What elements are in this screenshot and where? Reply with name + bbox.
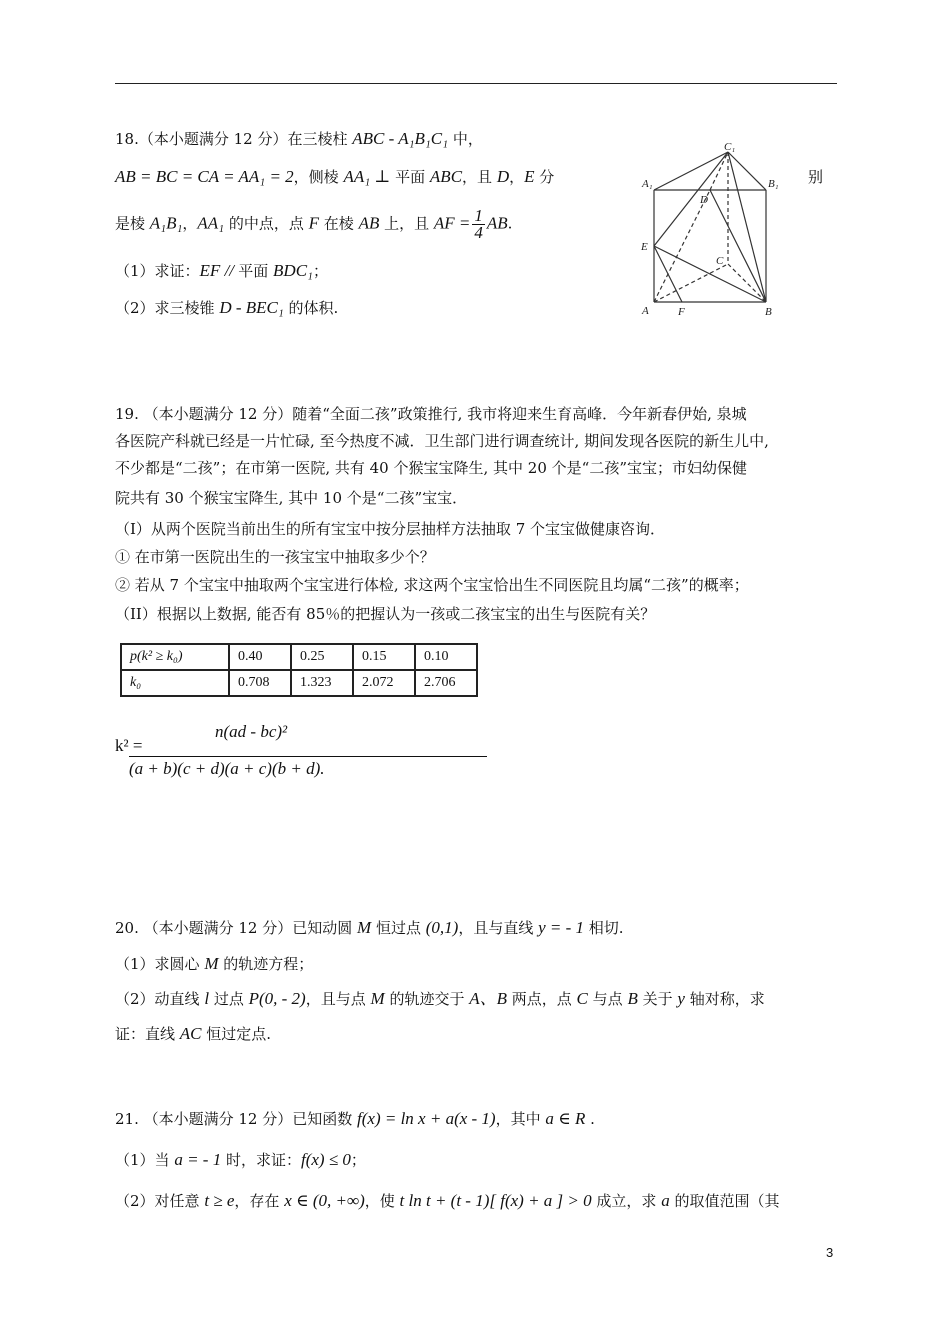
q20-text: 恒过点 <box>371 919 426 937</box>
q18-text: 上，且 <box>379 214 434 233</box>
segment-c1-b <box>728 152 766 302</box>
q20-text: （2）动直线 <box>115 990 205 1008</box>
q20-text: 关于 <box>637 990 678 1008</box>
q18-math: ABC - A₁B₁C₁ <box>352 129 449 148</box>
q20-math: y <box>677 989 685 1008</box>
label-c: C <box>716 255 724 267</box>
fraction-denominator: 4 <box>474 223 483 242</box>
q18-text: 中， <box>448 130 483 148</box>
formula-denominator <box>129 759 325 779</box>
q18-math: F <box>308 213 320 233</box>
label-a1: A₁ <box>642 178 653 190</box>
q21-text: （2）对任意 <box>115 1192 205 1210</box>
segment-a-d-hidden <box>654 190 710 302</box>
q20-text: 轴对称，求 <box>684 990 765 1008</box>
q20-math: A、B <box>469 989 507 1008</box>
label-b1: B₁ <box>768 178 779 190</box>
q21-math: t ≥ e <box>204 1191 235 1210</box>
table-head-k0: k₀ <box>121 670 229 696</box>
q18-math: E <box>524 167 535 186</box>
table-cell: 0.25 <box>291 644 353 670</box>
q20-text: 相切. <box>584 919 624 937</box>
q21-math: t ln t + (t - 1)[ f(x) + a ] > 0 <box>399 1191 592 1210</box>
q18-text: . <box>507 214 513 233</box>
q19-line-2: 各医院产科就已经是一片忙碌, 至今热度不减．卫生部门进行调查统计, 期间发现各医院的新生儿中, <box>115 432 769 450</box>
segment-d-b <box>710 190 766 302</box>
q18-text: 平面 <box>238 262 274 280</box>
q19-line-1: 19. （本小题满分 12 分）随着“全面二孩”政策推行, 我市将迎来生育高峰．今年新春伊始, 泉城 <box>115 405 747 423</box>
q18-math: EF // <box>199 261 239 280</box>
table-head-p: p(k² ≥ k₀) <box>121 644 229 670</box>
q20-part-2 <box>115 988 765 1010</box>
q18-math: AF = <box>433 213 471 233</box>
segment-e-c1 <box>654 152 728 246</box>
table-row <box>121 670 477 696</box>
q21-text: 21. （本小题满分 12 分）已知函数 <box>115 1110 358 1128</box>
q18-math: AA₁ ⊥ <box>343 167 391 186</box>
q18-math: AB = BC = CA = AA₁ = 2 <box>115 167 294 186</box>
q21-text: ； <box>350 1151 366 1169</box>
q18-text: ； <box>312 262 328 280</box>
q19-part-1: （I）从两个医院当前出生的所有宝宝中按分层抽样方法抽取 7 个宝宝做健康咨询． <box>115 520 666 538</box>
q20-math: AC <box>179 1024 202 1043</box>
q20-part-2-cont <box>115 1023 271 1045</box>
q21-math: a = - 1 <box>174 1150 222 1169</box>
q18-text: （1）求证： <box>115 262 200 280</box>
table-cell: 0.40 <box>229 644 291 670</box>
formula-lhs: k² = <box>115 736 143 755</box>
q18-math: D - BEC₁ <box>219 298 284 317</box>
q18-math: AA₁ <box>197 213 225 233</box>
q18-line-2 <box>115 166 554 188</box>
edge-c1-b1 <box>728 152 766 190</box>
segment-e-b <box>654 246 766 302</box>
q18-text: ，且 <box>462 168 497 186</box>
label-c1: C₁ <box>724 141 736 153</box>
q21-math: a <box>661 1191 670 1210</box>
header-rule <box>115 83 837 84</box>
q18-part-2 <box>115 297 338 319</box>
label-a: A <box>642 305 649 317</box>
q18-text: ， <box>509 168 525 186</box>
q18-part-1 <box>115 260 328 282</box>
edge-a-c-hidden <box>654 264 728 302</box>
q19-part-2: （II）根据以上数据, 能否有 85％的把握认为一孩或二孩宝宝的出生与医院有关？ <box>115 605 656 623</box>
q21-text: （1）当 <box>115 1151 175 1169</box>
q20-math: M <box>370 989 385 1008</box>
q20-math: l <box>204 989 210 1008</box>
fraction-bar <box>129 756 487 757</box>
q20-text: 过点 <box>209 990 249 1008</box>
fraction-one-quarter <box>472 208 485 241</box>
label-d: D <box>700 194 708 206</box>
q18-text: 是棱 <box>115 214 150 233</box>
q21-text: . <box>585 1110 595 1128</box>
table-cell: 0.708 <box>229 670 291 696</box>
q18-text: ， <box>182 214 198 233</box>
q18-text: 的中点，点 <box>224 214 309 233</box>
q20-line-1 <box>115 917 624 939</box>
q21-text: ，存在 <box>234 1192 285 1210</box>
q19-line-3: 不少都是“二孩”；在市第一医院, 共有 40 个猴宝宝降生, 其中 20 个是“二孩”宝宝；市妇幼保健 <box>115 459 747 477</box>
q21-math: f(x) ≤ 0 <box>300 1150 351 1169</box>
q21-text: 的取值范围（其 <box>669 1192 780 1210</box>
formula-denominator-text: (a + b)(c + d)(a + c)(b + d) <box>129 759 321 778</box>
q21-math: x ∈ (0, +∞) <box>284 1191 365 1210</box>
q18-math: A₁B₁ <box>149 213 183 233</box>
q20-math: (0,1) <box>425 918 459 937</box>
q18-math: AB <box>486 213 508 233</box>
q18-text: 分 <box>534 168 555 186</box>
table-row <box>121 644 477 670</box>
q20-math: M <box>204 954 219 973</box>
q21-line-1 <box>115 1108 595 1130</box>
q20-part-1 <box>115 953 313 975</box>
q20-text: （1）求圆心 <box>115 955 205 973</box>
q21-part-1 <box>115 1149 366 1171</box>
q18-math: AB <box>358 213 380 233</box>
table-cell: 2.072 <box>353 670 415 696</box>
q21-part-2 <box>115 1190 779 1212</box>
label-b: B <box>765 306 772 318</box>
q20-math: y = - 1 <box>538 918 585 937</box>
q18-text: 在棱 <box>319 214 359 233</box>
q20-math: C <box>576 989 588 1008</box>
q20-text: 的轨迹方程； <box>218 955 314 973</box>
q20-math: M <box>357 918 372 937</box>
fraction-numerator: 1 <box>474 206 483 225</box>
q18-line-3 <box>115 208 512 241</box>
q20-text: ，且与直线 <box>458 919 539 937</box>
table-cell: 1.323 <box>291 670 353 696</box>
q20-math: B <box>627 989 638 1008</box>
q20-text: 的轨迹交于 <box>384 990 470 1008</box>
q18-math: D <box>496 167 510 186</box>
formula-numerator: n(ad - bc)² <box>215 722 288 741</box>
formula-end: . <box>320 759 325 778</box>
q18-line-1 <box>115 128 483 150</box>
q20-text: ，且与点 <box>305 990 371 1008</box>
edge-a1-c1 <box>654 152 728 190</box>
q20-text: 两点，点 <box>507 990 577 1008</box>
q21-text: ，使 <box>364 1192 400 1210</box>
q20-text: 恒过定点. <box>201 1025 272 1043</box>
q20-text: 证：直线 <box>115 1025 180 1043</box>
edge-c-b-hidden <box>728 264 766 302</box>
critical-value-table <box>120 643 478 697</box>
q18-text: 的体积. <box>283 299 339 317</box>
q18-line-2-tail: 别 <box>808 168 824 186</box>
q20-text: 20. （本小题满分 12 分）已知动圆 <box>115 919 358 937</box>
table-cell: 0.10 <box>415 644 477 670</box>
q21-text: 时，求证： <box>221 1151 301 1169</box>
q18-text: 18.（本小题满分 12 分）在三棱柱 <box>115 130 353 148</box>
page-number: 3 <box>826 1245 834 1260</box>
q19-part-1b: ② 若从 7 个宝宝中抽取两个宝宝进行体检, 求这两个宝宝恰出生不同医院且均属“二孩”的概率； <box>115 576 749 594</box>
q18-text: 平面 <box>390 168 430 186</box>
q18-text: ，侧棱 <box>293 168 344 186</box>
label-f: F <box>678 306 685 318</box>
q20-math: P(0, - 2) <box>248 989 306 1008</box>
q21-math: f(x) = ln x + a(x - 1) <box>357 1109 496 1128</box>
q18-math: BDC₁ <box>273 261 313 280</box>
table-cell: 0.15 <box>353 644 415 670</box>
label-e: E <box>641 241 648 253</box>
table-cell: 2.706 <box>415 670 477 696</box>
q18-math: ABC <box>429 167 463 186</box>
prism-figure <box>636 140 786 320</box>
q21-text: ，其中 <box>495 1110 546 1128</box>
q19-part-1a: ① 在市第一医院出生的一孩宝宝中抽取多少个？ <box>115 548 435 566</box>
q21-math: a ∈ R <box>545 1109 586 1128</box>
q20-text: 与点 <box>587 990 628 1008</box>
q21-text: 成立，求 <box>591 1192 662 1210</box>
q19-line-4: 院共有 30 个猴宝宝降生, 其中 10 个是“二孩”宝宝． <box>115 489 468 507</box>
q18-text: （2）求三棱锥 <box>115 299 220 317</box>
